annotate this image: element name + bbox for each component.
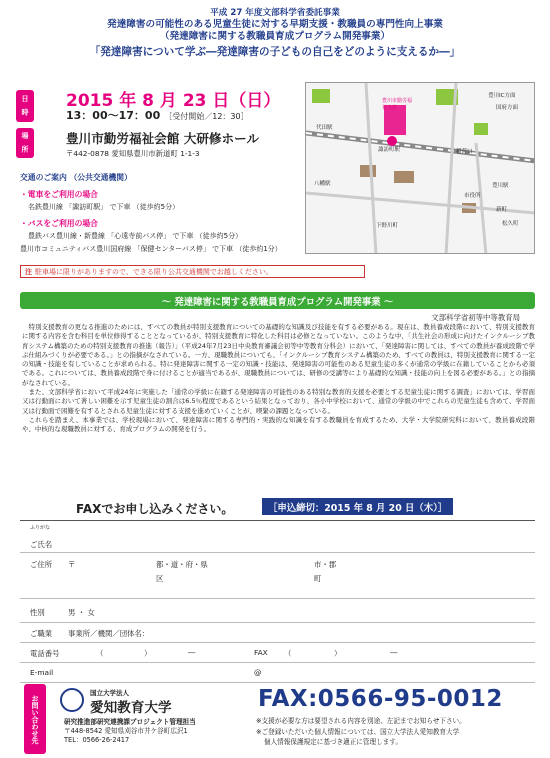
job-field[interactable]: 事業所／機関／団体名：	[68, 629, 150, 638]
date-label: 日 時	[16, 90, 34, 122]
phone-row[interactable]	[20, 643, 535, 663]
header-line-1: 平成 27 年度文部科学省委託事業	[210, 8, 340, 18]
fax-notes	[256, 716, 466, 748]
program-band: ～ 発達障害に関する教職員育成プログラム開発事業 ～	[20, 292, 535, 309]
map-label-4: 国府方面	[496, 105, 519, 111]
fax-label: FAX	[254, 648, 268, 657]
map-label-11: 松久町	[502, 221, 519, 227]
venue-name: 豊川市勤労福祉会館 大研修ホール	[66, 131, 260, 146]
map-label-1: 諏訪町駅	[378, 147, 401, 153]
gender-label: 性別	[30, 608, 45, 617]
train-heading: ・電車をご利用の場合	[20, 190, 98, 199]
place-label: 場 所	[16, 128, 34, 158]
access-info	[20, 172, 300, 254]
header-line-3: （発達障害に関する教職員育成プログラム開発事業）	[159, 31, 391, 42]
notice-text: 駐車場に限りがありますので、できる限り公共交通機関でお越しください。	[35, 267, 273, 276]
event-date: 2015 年 8 月 23 日（日）	[66, 91, 281, 111]
header-line-2: 発達障害の可能性のある児童生徒に対する早期支援・教職員の専門性向上事業	[107, 19, 443, 30]
phone-paren-open: （	[96, 649, 104, 658]
phone-label: 電話番号	[30, 649, 60, 658]
bus-heading: ・バスをご利用の場合	[20, 219, 98, 228]
parking-notice	[20, 265, 365, 278]
fax-deadline: ［申込締切：2015 年 8 月 20 日（木）］	[262, 498, 453, 515]
header-line-4: 「発達障害について学ぶ―発達障害の子どもの自己をどのように支えるか―」	[89, 46, 461, 58]
program-body	[22, 323, 535, 435]
university-name: 愛知教育大学	[90, 700, 172, 716]
program-paragraph: 特別支援教育の更なる推進のためには、すべての教員が特別支援教育についての基礎的な知識及び技能を有する必要がある。現在は、教員養成段階において、特別支援教育に関する内容を含む科目を単位修得することとなっているが、特別支援教育に特化した科目は必修となっていない。このような中、「共生社会の形成に向けたインクルーシブ教育システム構築のための特別支援教育の推進（報告）」（平成24年7月23日中央教育審議会初等中等教育分科会）において、「発達障害に関しては、すべての教員が養成段階で学ぶ仕組みづくりが必要である。」との指摘がなされている。一方、現職教員についても、「インクルーシブ教育システム構築のため、すべての教員は、特別支援教育に関する一定の知識・技能を有していることが求められる。特に発達障害に関する一定の知識・技能は、発達障害の可能性のある児童生徒の多くが通常の学級に在籍していることから必須である。これについては、教員養成段階で身に付けることが適当であるが、現職教員については、研修の受講等により基礎的な知識・技能の向上を図る必要がある。」との指摘がなされている。	[22, 323, 535, 387]
program-paragraph: これらを踏まえ、本事業では、学校現場において、発達障害に関する専門的・実践的な知識を有する教職員を育成するため、大学・大学院研究科において、教員養成段階や、中核的な現職教員に対する、育成プログラムの開発を行う。	[22, 415, 535, 434]
event-time	[66, 107, 249, 123]
fax-note-1: ※支援が必要な方は要望される内容を別途、左記までお知らせ下さい。	[256, 717, 466, 725]
map-label-10: 新町	[496, 207, 508, 213]
prefecture-label: 都・道・府・県	[156, 560, 208, 569]
phone-paren-close: ）	[144, 649, 152, 658]
notice-mark: 注	[25, 267, 32, 276]
gender-row[interactable]	[20, 599, 535, 623]
map-label-2: 豊川市勤労福祉会館	[382, 98, 413, 111]
gender-options[interactable]: 男 ・ 女	[68, 608, 95, 617]
phone-dash: ―	[188, 648, 196, 657]
venue-address: 〒442-0878 愛知県豊川市新道町 1-1-3	[66, 149, 200, 158]
map-label-9: 下野川町	[376, 223, 399, 229]
address-row[interactable]	[20, 553, 535, 599]
bus-route-2: 豊川市コミュニティバス豊川国府線 「保健センターバス停」 で下車 （徒歩約1分）	[20, 245, 282, 253]
inquiry-label: お問い合わせ先	[24, 684, 46, 754]
ward-label: 区	[156, 574, 164, 583]
map-label-5: 稲荷口	[456, 149, 473, 155]
fax-paren-close: ）	[334, 649, 342, 658]
event-time-value: 13：00～17：00	[66, 109, 161, 122]
map-label-6: 八幡駅	[314, 181, 331, 187]
job-label: ご職業	[30, 629, 53, 638]
name-label: ご氏名	[30, 540, 53, 549]
job-row[interactable]	[20, 623, 535, 643]
train-route: 名鉄豊川線 「諏訪町駅」 で下車 （徒歩約5分）	[28, 203, 180, 211]
email-row[interactable]	[20, 663, 535, 683]
application-form	[20, 520, 535, 677]
header	[40, 8, 510, 59]
furigana-label: ふりがな	[30, 525, 51, 531]
postal-mark: 〒	[68, 560, 76, 569]
map-label-3: 豊川IC方面	[488, 93, 516, 99]
program-paragraph: また、文部科学省において平成24年に実施した「通常の学級に在籍する発達障害の可能性のある特別な教育的支援を必要とする児童生徒に関する調査」においては、学習面又は行動面において著しい困難を示す児童生徒の割合は6.5％程度であるという結果となっており、各小中学校において、通常の学級の中でこれらの児童生徒も含めて、学習面又は行動面で困難を有するとされる児童生徒に対する支援を進めていくことが、喫緊の課題となっている。	[22, 388, 535, 415]
reception-time: ［受付開始／12：30］	[164, 112, 249, 121]
map-label-0: 代田駅	[316, 125, 333, 131]
map-label-7: 豊川駅	[492, 183, 509, 189]
program-org: 文部科学省初等中等教育局	[431, 313, 520, 322]
address-label: ご住所	[30, 560, 53, 569]
fax-number[interactable]: FAX:0566-95-0012	[258, 686, 503, 712]
fax-note-3: 個人情報保護規定に基づき適正に管理します。	[264, 738, 402, 746]
university-dept: 研究推進部研究連携課プロジェクト管理担当	[64, 718, 196, 726]
bus-route-1: 豊鉄バス豊川線・新豊線 「心遠寺前バス停」 で下車 （徒歩約5分）	[28, 232, 243, 240]
university-logo	[60, 688, 84, 712]
email-label: E-mail	[30, 668, 54, 677]
fax-heading: FAXでお申し込みください。	[76, 502, 234, 516]
university-contact	[64, 718, 196, 745]
access-title: 交通のご案内 （公共交通機関）	[20, 173, 132, 182]
name-row[interactable]	[20, 521, 535, 553]
university-tel: TEL：0566-26-2417	[64, 736, 130, 744]
university-type: 国立大学法人	[90, 689, 129, 697]
map-label-8: 市役所	[464, 193, 481, 199]
fax-dash: ―	[390, 648, 398, 657]
access-map	[305, 82, 535, 254]
fax-note-2: ※ご登録いただいた個人情報については、国立大学法人愛知教育大学	[256, 727, 460, 736]
university-address: 〒448-8542 愛知県刈谷市井ケ谷町広沢1	[64, 727, 188, 735]
email-at: @	[254, 668, 262, 677]
fax-paren-open: （	[284, 649, 292, 658]
city-label: 市・郡	[314, 560, 337, 569]
town-label: 町	[314, 574, 322, 583]
